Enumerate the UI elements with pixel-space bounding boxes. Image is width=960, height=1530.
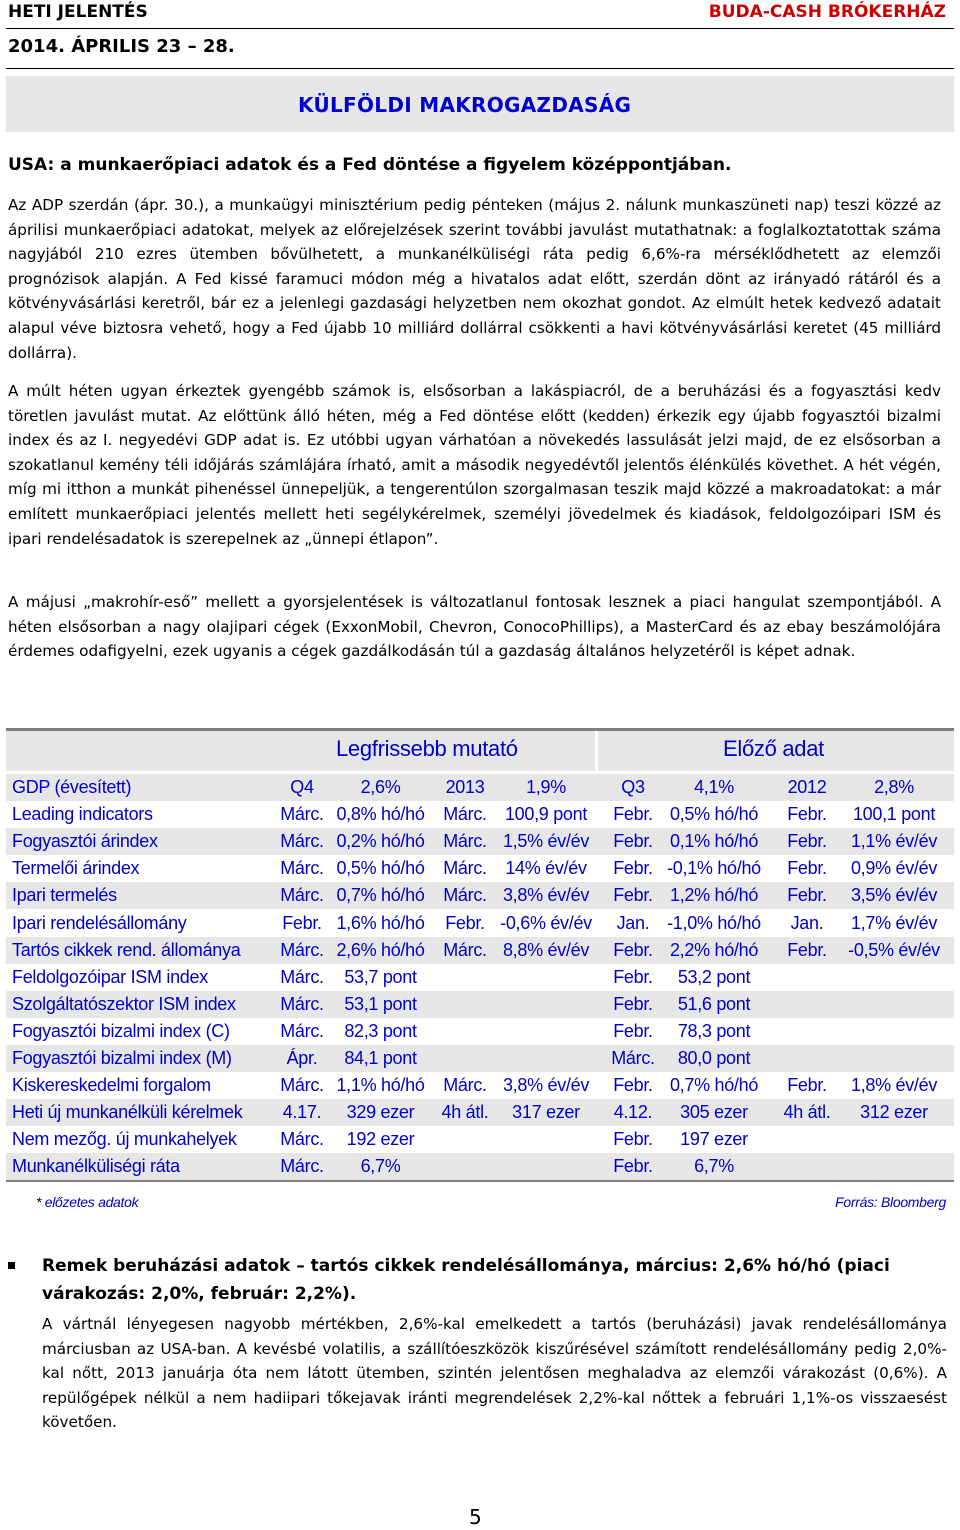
previous-period-2: Febr. [787,804,827,825]
latest-value: 1,1% hó/hó [336,1075,425,1096]
table-row [6,1153,954,1180]
latest-value: 53,7 pont [344,966,417,987]
latest-period-2: Márc. [443,1075,487,1096]
indicator-name: Heti új munkanélküli kérelmek [12,1102,243,1123]
previous-value-2: -0,5% év/év [848,939,940,960]
previous-period-2: Jan. [790,912,824,933]
previous-value-2: 1,1% év/év [850,831,938,852]
previous-period: Febr. [613,858,653,879]
previous-value-2: 1,8% év/év [850,1075,938,1096]
latest-value-2: 317 ezer [512,1102,580,1123]
latest-value: 192 ezer [346,1129,415,1150]
latest-value: 53,1 pont [344,993,417,1014]
source-note: Forrás: Bloomberg [835,1194,946,1210]
paragraph: A májusi „makrohír-eső” mellett a gyorsjelentések is változatlanul fontosak lesznek a piaci hangulat szempontjából. A héten elsősorban a nagy olajipari cégek (ExxonMobil, Chevron, ConocoPhillips), a MasterCard és az ebay beszámolójára érdemes odafigyelni, ezek ugyanis a cégek gazdálkodásán túl a gazdaság általános helyzetéről is képet adnak. [8,593,941,661]
table-row [6,1018,954,1045]
latest-value: 0,2% hó/hó [336,831,425,852]
previous-period: Febr. [613,1020,653,1041]
latest-value: 0,8% hó/hó [336,804,425,825]
header-latest: Legfrissebb mutató [336,736,518,761]
latest-period-2: Márc. [443,939,487,960]
previous-period: Febr. [613,939,653,960]
latest-period: Q4 [290,777,314,797]
indicator-name: GDP (évesített) [12,777,132,797]
table-row [6,1072,954,1099]
latest-value: 0,5% hó/hó [336,858,425,879]
previous-period: Márc. [611,1048,655,1068]
latest-value: 84,1 pont [344,1048,417,1068]
previous-value-2: 100,1 pont [852,804,936,825]
previous-period: Febr. [613,1075,653,1096]
latest-period: Márc. [280,993,324,1014]
banner-title: KÜLFÖLDI MAKROGAZDASÁG [298,93,632,117]
report-title: HETI JELENTÉS [8,2,148,22]
header-previous: Előző adat [723,736,824,761]
latest-value: 6,7% [360,1156,401,1177]
previous-period: Jan. [616,912,650,933]
indicator-name: Termelői árindex [12,858,140,879]
latest-value-2: 100,9 pont [504,804,588,825]
latest-period: Márc. [280,831,324,852]
previous-value: 53,2 pont [677,966,751,987]
table-row [6,1126,954,1153]
latest-period: Márc. [280,939,324,960]
indicator-name: Ipari rendelésállomány [12,912,187,933]
latest-period: Márc. [280,1020,324,1041]
previous-value: 80,0 pont [677,1048,751,1068]
indicator-name: Fogyasztói árindex [12,831,158,852]
table-bottom-border [6,1180,954,1182]
latest-period: Márc. [280,885,324,906]
section-banner [6,76,954,132]
previous-period-2: Febr. [787,1075,827,1096]
previous-period: Q3 [621,777,645,797]
previous-period: Febr. [613,831,653,852]
company-name: BUDA-CASH BRÓKERHÁZ [708,2,946,22]
previous-period-2: Febr. [787,858,827,879]
table-row [6,937,954,964]
table-row [6,1045,954,1072]
table-header-separator [595,731,598,771]
indicator-name: Munkanélküliségi ráta [12,1156,180,1177]
previous-value: 197 ezer [680,1129,748,1150]
date-range: 2014. ÁPRILIS 23 – 28. [8,36,235,57]
latest-value: 2,6% [360,777,401,797]
previous-value: 0,5% hó/hó [669,804,759,825]
latest-period-2: 2013 [445,777,485,797]
previous-period-2: Febr. [787,939,827,960]
latest-value-2: 1,9% [526,777,566,797]
previous-value-2: 1,7% év/év [850,912,938,933]
latest-period: Febr. [282,912,322,933]
previous-value: 78,3 pont [677,1020,751,1041]
page-number: 5 [469,1505,482,1529]
header-divider [6,28,954,29]
latest-value: 2,6% hó/hó [336,939,425,960]
indicator-name: Tartós cikkek rend. állománya [12,939,241,960]
latest-value: 0,7% hó/hó [336,885,425,906]
table-row [6,801,954,828]
previous-period: Febr. [613,804,653,825]
indicator-name: Nem mezőg. új munkahelyek [12,1129,237,1150]
previous-period: Febr. [613,1156,653,1177]
table-row [6,828,954,855]
latest-value-2: -0,6% év/év [500,912,592,933]
previous-period: Febr. [613,1129,653,1150]
paragraph: A múlt héten ugyan érkeztek gyengébb számok is, elsősorban a lakáspiacról, de a beruházási és a fogyasztási kedv töretlen javulást mutat. Az előttünk álló héten, még a Fed döntése előtt (kedden) érkezik egy újabb fogyasztói bizalmi index és az I. negyedévi GDP adat is. Ez utóbbi ugyan várhatóan a növekedés lassulását jelzi majd, de ez elsősorban a szokatlanul kemény téli időjárás számlájára írható, amit a második negyedévtől jelentős élénkülés követhet. A hét végén, míg mi itthon a munkát pihenéssel ünnepeljük, a tengerentúlon szorgalmasan teszik majd közzé a makroadatokat: a már említett munkaerőpiaci jelentés mellett heti segélykérelmek, személyi jövedelmek és kiadások, feldolgozóipari ISM és ipari rendelésadatok is szerepelnek az „ünnepi étlapon”. [8,382,941,548]
latest-period: Ápr. [286,1048,318,1068]
previous-value-2: 312 ezer [860,1102,928,1123]
latest-value-2: 14% év/év [505,858,587,879]
latest-period: Márc. [280,966,324,987]
latest-period-2: Márc. [443,858,487,879]
footnote-text: előzetes adatok [44,1194,139,1210]
header-divider-bottom [6,68,954,69]
previous-period-2: Febr. [787,831,827,852]
indicator-name: Fogyasztói bizalmi index (C) [12,1020,230,1041]
table-row [6,774,954,801]
previous-value: -1,0% hó/hó [667,912,761,933]
indicator-name: Fogyasztói bizalmi index (M) [12,1048,232,1068]
table-row [6,910,954,937]
bullet-heading: Remek beruházási adatok – tartós cikkek rendelésállománya, március: 2,6% hó/hó (piaci várakozás: 2,0%, február: 2,2%). [42,1256,890,1304]
latest-period-2: Febr. [445,912,485,933]
bullet-square-icon [8,1262,15,1269]
latest-period: Márc. [280,1075,324,1096]
previous-period-2: Febr. [787,885,827,906]
previous-value: -0,1% hó/hó [667,858,761,879]
footnote-star: * [36,1194,42,1210]
bullet-body: A vártnál lényegesen nagyobb mértékben, 2,6%-kal emelkedett a tartós (beruházási) javak rendelésállománya márciusban az USA-ban. A kevésbé volatilis, a szállítóeszközök kiszűrésével számított rendelésállomány pedig 2,0%-kal nőtt, 2013 januárja óta nem látott ütemben, szintén jelentősen meghaladva az elemzői várakozást (0,6%). A repülőgépek nélkül a nem hadiipari tőkejavak iránti megrendelések 2,2%-kal nőttek a februári 1,1%-os visszaesést követően. [42,1315,947,1432]
latest-value: 1,6% hó/hó [336,912,425,933]
previous-value-2: 0,9% év/év [850,858,938,879]
latest-value-2: 3,8% év/év [502,885,590,906]
table-row [6,882,954,909]
previous-period: 4.12. [613,1102,653,1123]
latest-value-2: 3,8% év/év [502,1075,590,1096]
latest-period-2: Márc. [443,831,487,852]
section-title: USA: a munkaerőpiaci adatok és a Fed döntése a figyelem középpontjában. [8,155,732,175]
latest-period: Márc. [280,1156,324,1177]
paragraph: Az ADP szerdán (ápr. 30.), a munkaügyi minisztérium pedig pénteken (május 2. nálunk munkaszüneti nap) teszi közzé az áprilisi munkaerőpiaci adatokat, melyek az előrejelzések szerint további javulást mutathatnak: a foglalkoztatottak száma nagyjából 210 ezres ütemben bővülhetett, a munkanélküliségi ráta pedig 6,6%-ra mérséklődhetett az elemzői prognózisok alapján. A Fed kissé faramuci módon még a hivatalos adat előtt, szerdán dönt az irányadó rátáról és a kötvényvásárlási keretről, bár ez a jelenlegi gazdasági helyzetben nem okozhat gondot. Az elmúlt hetek kedvező adatait alapul véve biztosra vehető, hogy a Fed újabb 10 milliárd dollárral csökkenti a havi kötvényvásárlási keretet (45 milliárd dollárra). [8,196,941,362]
latest-value-2: 8,8% év/év [502,939,590,960]
previous-value: 0,7% hó/hó [669,1075,759,1096]
latest-period-2: 4h átl. [441,1102,489,1123]
previous-value: 1,2% hó/hó [669,885,759,906]
previous-period: Febr. [613,993,653,1014]
latest-value: 82,3 pont [344,1020,417,1041]
previous-value: 305 ezer [680,1102,748,1123]
latest-period: Márc. [280,1129,324,1150]
latest-period: Márc. [280,804,324,825]
previous-period: Febr. [613,966,653,987]
previous-period-2: 4h átl. [783,1102,831,1123]
table-row [6,964,954,991]
indicator-name: Feldolgozóipar ISM index [12,966,208,987]
previous-value-2: 3,5% év/év [850,885,938,906]
indicator-name: Ipari termelés [12,885,117,906]
indicator-name: Szolgáltatószektor ISM index [12,993,236,1014]
previous-value: 51,6 pont [677,993,751,1014]
latest-value: 329 ezer [346,1102,415,1123]
table-row [6,1099,954,1126]
latest-period-2: Márc. [443,885,487,906]
previous-value: 6,7% [694,1156,734,1177]
latest-period: Márc. [280,858,324,879]
table-row [6,855,954,882]
latest-period: 4.17. [282,1102,322,1123]
indicator-name: Leading indicators [12,804,153,825]
previous-value: 2,2% hó/hó [669,939,759,960]
previous-value-2: 2,8% [874,777,914,797]
latest-value-2: 1,5% év/év [502,831,590,852]
previous-period: Febr. [613,885,653,906]
indicator-name: Kiskereskedelmi forgalom [12,1075,211,1096]
previous-value: 4,1% [694,777,734,797]
previous-value: 0,1% hó/hó [669,831,759,852]
previous-period-2: 2012 [787,777,827,797]
footnote [36,1194,138,1210]
latest-period-2: Márc. [443,804,487,825]
table-row [6,991,954,1018]
